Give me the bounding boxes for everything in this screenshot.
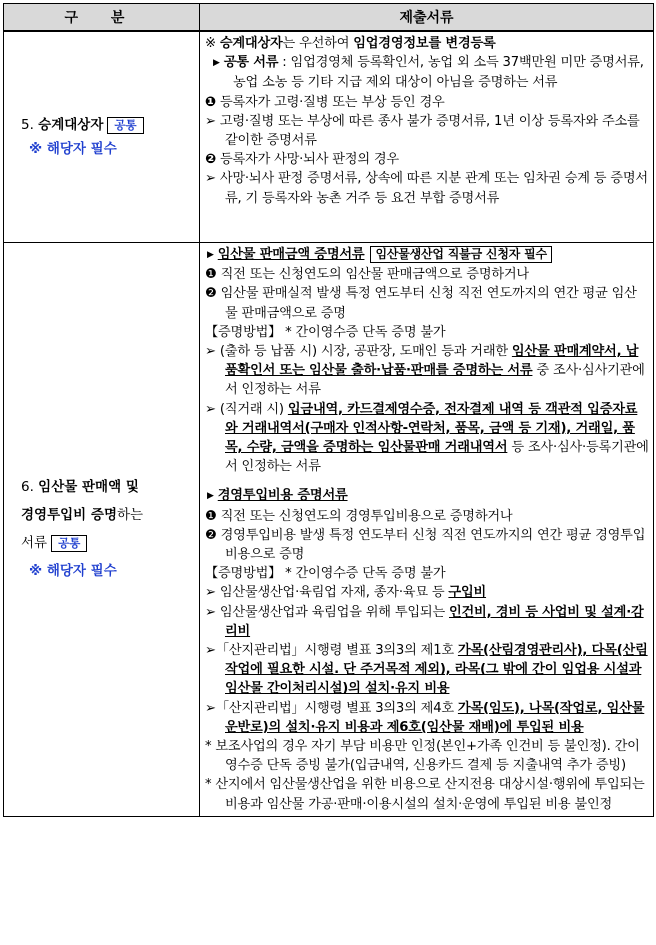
required-box: 임산물생산업 직불금 신청자 필수 bbox=[370, 246, 551, 263]
triangle-bullet-icon: ▶ bbox=[207, 250, 214, 260]
cost-note-1: * 보조사업의 경우 자기 부담 비용만 인정(본인+가족 인건비 등 불인정). 간이영수증 단독 증빙 불가(입금내역, 신용카드 결제 등 지출내역 추가 증빙) bbox=[205, 739, 640, 774]
row5-category bbox=[4, 31, 200, 243]
sales-method: 【증명방법】 * 간이영수증 단독 증명 불가 bbox=[205, 324, 446, 340]
table-row bbox=[4, 31, 654, 243]
row5-title: 5. 승계대상자 공통 bbox=[21, 113, 195, 137]
cost-heading: ▶ 경영투입비용 증명서류 bbox=[207, 488, 348, 504]
table-row bbox=[4, 243, 654, 817]
header-documents: 제출서류 bbox=[200, 4, 654, 32]
case2-docs: ➢ 사망·뇌사 판정 증명서류, 상속에 따른 지분 관계 또는 임차권 승계 등 증명서류, 기 등록자와 농촌 거주 등 요건 부합 증명서류 bbox=[205, 171, 648, 206]
document-table bbox=[3, 3, 654, 817]
case2: ❷ 등록자가 사망·뇌사 판정의 경우 bbox=[205, 152, 399, 168]
case1: ❶ 등록자가 고령·질병 또는 부상 등인 경우 bbox=[205, 94, 445, 110]
row6-documents: ▶ 임산물 판매금액 증명서류 임산물생산업 직불금 신청자 필수 ❶ 직전 또는 신청연도의 임산물 판매금액으로 증명하거나 ❷ 임산물 판매실적 발생 특정 연도부터 신청 직전 연도까지의 연간 평균 임산물 판매금액으로 증명 【증명방법】 * 간이영수증 단독 증명 불가 ➢ (출하 등 납품 시) 시장, 공판장, 도매인 등과 거래한 임산물 판매계약서, 납품확인서 또는 임산물 출하·납품·판매를 증명하는 서류 중 조사·심사기관에서 인정하는 서류 ➢ (직거래 시) 입금내역, 카드결제영수증, 전자결제 내역 등 객관적 입증자료와 거래내역서(구매자 인적사항-연락처, 품목, 금액 등 기재), 거래일, 품목, 수량, 금액을 증명하는 임산물판매 거래내역서 등 조사·심사·등록기관에서 인정하는 서류 ▶ 경영투입비용 증명서류 ❶ 직전 또는 신청연도의 경영투입비용으로 증명하거나 ❷ 경영투입비용 발생 특정 연도부터 신청 직전 연도까지의 연간 평균 경영투입비용으로 증명 【증명방법】 * 간이영수증 단독 증명 불가 ➢ 임산물생산업·육림업 자재, 종자·육묘 등 구입비 ➢ 임산물생산업과 육림업을 위해 투입되는 인건비, 경비 등 사업비 및 설계·감리비 ➢「산지관리법」시행령 별표 3의3의 제1호 가목(산림경영관리사), 다목(산림작업에 필요한 시설. 단 주거목적 제외), 라목(그 밖에 간이 임업용 시설과 임산물 간이처리시설)의 설치·유지 비용 ➢「산지관리법」시행령 별표 3의3의 제4호 가목(임도), 나목(작업로, 임산물 운반로)의 설치·유지 비용과 제6호(임산물 재배)에 투입된 비용 * 보조사업의 경우 자기 부담 비용만 인정(본인+가족 인건비 등 불인정). 간이영수증 단독 증빙 불가(입금내역, 신용카드 결제 등 지출내역 추가 증빙) * 산지에서 임산물생산업을 위한 비용으로 산지전용 대상시설·행위에 투입되는 비용과 임산물 가공·판매·이용시설의 설치·운영에 투입된 비용 불인정 bbox=[200, 243, 654, 817]
required-note: ※ 해당자 필수 bbox=[29, 563, 117, 580]
triangle-bullet-icon: ▶ bbox=[213, 58, 220, 69]
common-badge: 공통 bbox=[51, 535, 87, 552]
successor-intro: ※ 승계대상자는 우선하여 임업경영정보를 변경등록 bbox=[205, 36, 496, 51]
header-category: 구 분 bbox=[4, 4, 200, 32]
required-note: ※ 해당자 필수 bbox=[29, 141, 117, 157]
sales-heading: ▶ 임산물 판매금액 증명서류 임산물생산업 직불금 신청자 필수 bbox=[207, 245, 649, 265]
row5-documents bbox=[200, 31, 654, 243]
triangle-bullet-icon: ▶ bbox=[207, 491, 214, 502]
common-badge: 공통 bbox=[107, 117, 143, 134]
header-row bbox=[4, 4, 654, 32]
common-docs: ▶ 공통 서류 : 임업경영체 등록확인서, 농업 외 소득 37백만원 미만 증명서류, 농업 소농 등 기타 지급 제외 대상이 아님을 증명하는 서류 bbox=[213, 55, 644, 91]
case1-docs: ➢ 고령·질병 또는 부상에 따른 종사 불가 증명서류, 1년 이상 등록자와 주소를 같이한 증명서류 bbox=[205, 113, 640, 149]
cost-method: 【증명방법】 * 간이영수증 단독 증명 불가 bbox=[205, 566, 446, 582]
cost-note-2: * 산지에서 임산물생산업을 위한 비용으로 산지전용 대상시설·행위에 투입되는 비용과 임산물 가공·판매·이용시설의 설치·운영에 투입된 비용 불인정 bbox=[205, 777, 645, 812]
row6-category: 6. 임산물 판매액 및 경영투입비 증명하는 서류 공통 ※ 해당자 필수 bbox=[4, 243, 200, 817]
